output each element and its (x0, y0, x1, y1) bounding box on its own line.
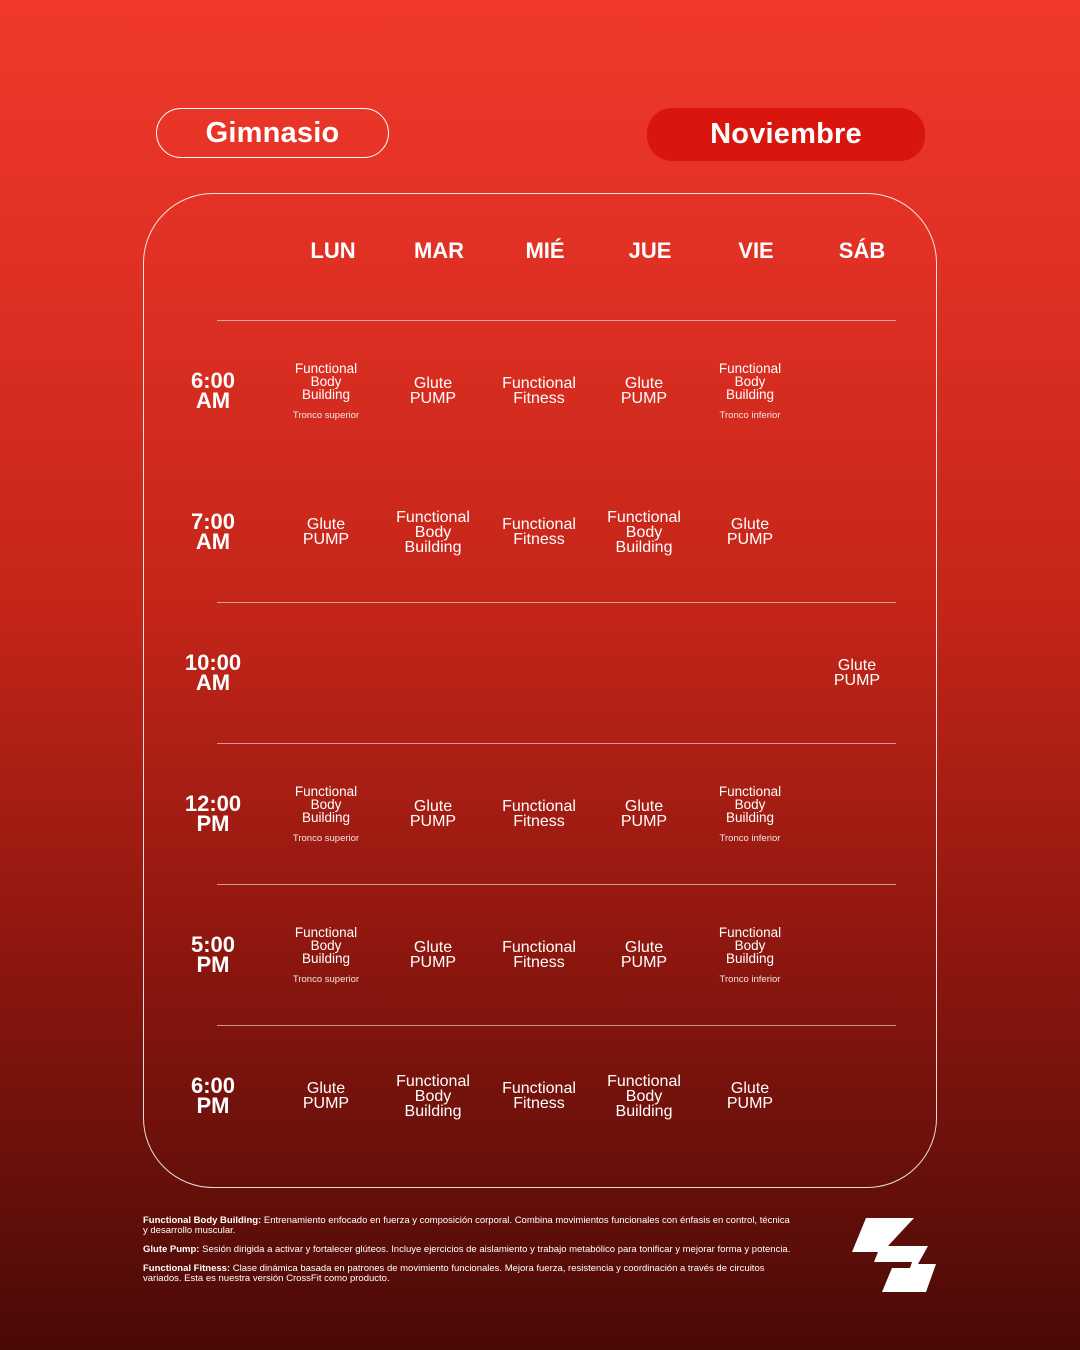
day-header-3: JUE (628, 238, 672, 263)
class-name: Functional Body Building (607, 1072, 681, 1120)
brand-logo-icon (852, 1218, 938, 1292)
class-name: Glute PUMP (620, 375, 668, 407)
day-header-1: MAR (413, 238, 465, 263)
class-cell (487, 940, 591, 970)
class-name: Functional Fitness (502, 375, 576, 407)
class-name: Functional Body Building (294, 924, 358, 966)
class-name: Functional Body Building (718, 783, 782, 825)
note-glute-pump (143, 1245, 793, 1255)
class-name: Functional Body Building (396, 1072, 470, 1120)
class-name: Glute PUMP (409, 798, 457, 830)
month-label: Noviembre (647, 108, 925, 161)
class-cell (487, 517, 591, 547)
class-name: Functional Body Building (718, 924, 782, 966)
time-slot-part: 6:00 (190, 368, 236, 393)
class-cell (274, 926, 378, 985)
class-name: Functional Body Building (396, 508, 470, 556)
class-cell (274, 362, 378, 421)
row-divider (217, 884, 896, 885)
note-text: Sesión dirigida a activar y fortalecer glúteos. Incluye ejercicios de aislamiento y trabajo metabólico para tonificar y mejorar forma y potencia. (202, 1244, 791, 1255)
time-slot-part: 6:00 (190, 1073, 236, 1098)
time-slot-part: 5:00 (190, 932, 236, 957)
time-slot-label (173, 932, 253, 977)
class-name: Glute PUMP (620, 798, 668, 830)
class-cell (274, 785, 378, 844)
class-cell (698, 785, 802, 844)
class-name: Functional Body Building (294, 783, 358, 825)
class-cell (592, 799, 696, 829)
class-cell (274, 517, 378, 547)
class-cell (592, 1074, 696, 1119)
note-functional-body-building (143, 1216, 793, 1236)
class-subtitle: Tronco superior (292, 409, 360, 421)
time-slot-part: AM (195, 670, 231, 695)
class-cell (487, 1081, 591, 1111)
class-cell (592, 940, 696, 970)
note-text: Entrenamiento enfocado en fuerza y composición corporal. Combina movimientos funcionales con énfasis en control, técnica y desarrollo muscular. (143, 1215, 790, 1236)
gym-label: Gimnasio (156, 108, 389, 158)
class-cell (274, 1081, 378, 1111)
class-subtitle: Tronco inferior (719, 832, 781, 844)
time-slot-label (173, 650, 253, 695)
class-name: Glute PUMP (302, 516, 350, 548)
note-term: Functional Fitness: (143, 1263, 231, 1274)
class-cell (381, 940, 485, 970)
class-name: Functional Body Building (607, 508, 681, 556)
time-slot-label (173, 368, 253, 413)
time-slot-label (173, 509, 253, 554)
row-divider (217, 320, 896, 321)
class-cell (487, 376, 591, 406)
class-cell (698, 362, 802, 421)
class-subtitle: Tronco inferior (719, 409, 781, 421)
class-name: Functional Fitness (502, 939, 576, 971)
class-cell (381, 1074, 485, 1119)
note-functional-fitness (143, 1264, 793, 1284)
row-divider (217, 1025, 896, 1026)
class-subtitle: Tronco inferior (719, 973, 781, 985)
time-slot-part: 7:00 (190, 509, 236, 534)
class-name: Glute PUMP (726, 1080, 774, 1112)
day-header-0: LUN (310, 238, 356, 263)
class-cell (698, 926, 802, 985)
class-name: Glute PUMP (620, 939, 668, 971)
class-name: Glute PUMP (409, 375, 457, 407)
time-slot-part: AM (195, 529, 231, 554)
time-slot-label (173, 1073, 253, 1118)
time-slot-part: PM (196, 1093, 230, 1118)
class-cell (592, 510, 696, 555)
class-cell (381, 376, 485, 406)
class-name: Glute PUMP (833, 657, 881, 689)
row-divider (217, 743, 896, 744)
class-cell (592, 376, 696, 406)
class-cell (698, 1081, 802, 1111)
class-name: Glute PUMP (302, 1080, 350, 1112)
class-name: Functional Body Building (718, 360, 782, 402)
class-descriptions (143, 1216, 793, 1293)
day-header-5: SÁB (838, 238, 886, 263)
class-cell (487, 799, 591, 829)
class-name: Glute PUMP (726, 516, 774, 548)
schedule-table (143, 193, 937, 1188)
class-subtitle: Tronco superior (292, 973, 360, 985)
time-slot-part: PM (196, 811, 230, 836)
note-term: Functional Body Building: (143, 1215, 262, 1226)
time-slot-part: PM (196, 952, 230, 977)
note-text: Clase dinámica basada en patrones de movimiento funcionales. Mejora fuerza, resistencia y coordinación a través de circuitos variados. Esta es nuestra versión CrossFit como producto. (143, 1263, 765, 1284)
class-cell (805, 658, 909, 688)
class-name: Glute PUMP (409, 939, 457, 971)
day-header-4: VIE (738, 238, 774, 263)
class-cell (381, 510, 485, 555)
class-name: Functional Fitness (502, 1080, 576, 1112)
class-subtitle: Tronco superior (292, 832, 360, 844)
row-divider (217, 602, 896, 603)
note-term: Glute Pump: (143, 1244, 200, 1255)
day-header-2: MIÉ (525, 238, 565, 263)
time-slot-part: AM (195, 388, 231, 413)
time-slot-label (173, 791, 253, 836)
class-cell (698, 517, 802, 547)
class-name: Functional Fitness (502, 516, 576, 548)
class-name: Functional Body Building (294, 360, 358, 402)
time-slot-part: 12:00 (184, 791, 242, 816)
class-name: Functional Fitness (502, 798, 576, 830)
class-cell (381, 799, 485, 829)
time-slot-part: 10:00 (184, 650, 242, 675)
